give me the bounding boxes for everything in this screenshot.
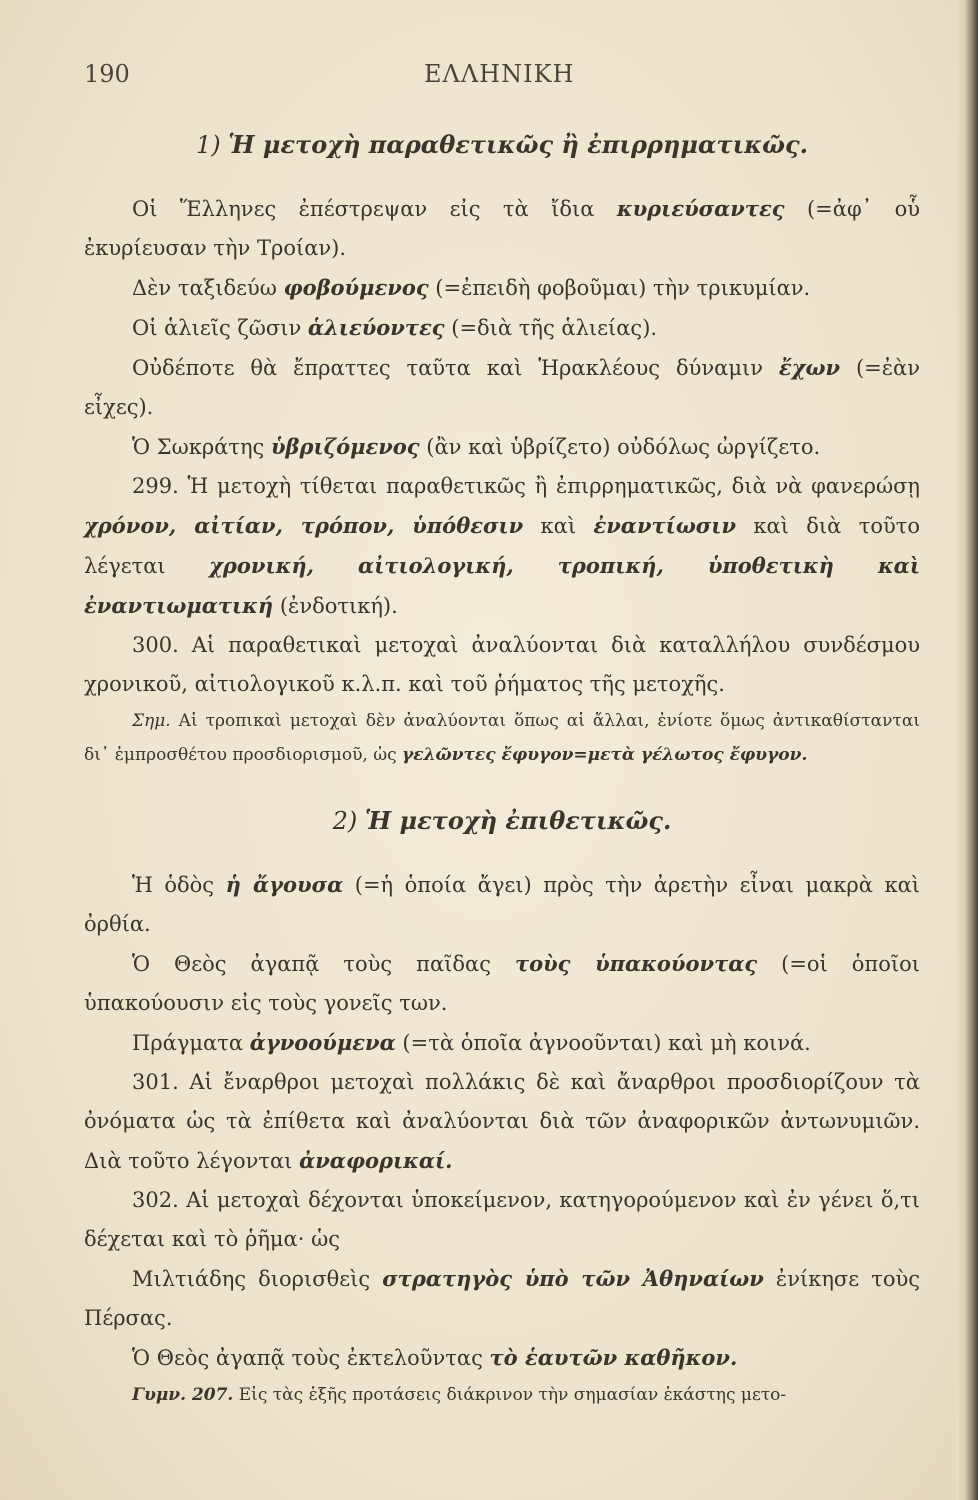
example-1: Οἱ Ἕλληνες ἐπέστρεψαν εἰς τὰ ἴδια κυριεύσαντες (=ἀφ᾿ οὗ ἐκυρίευσαν τὴν Τροίαν). xyxy=(84,196,920,260)
example-8: Πράγματα ἀγνοούμενα (=τὰ ὁποῖα ἀγνοοῦνται) καὶ μὴ κοινά. xyxy=(132,1030,811,1055)
example-5: Ὁ Σωκράτης ὑβριζόμενος (ἂν καὶ ὑβρίζετο) οὐδόλως ὠργίζετο. xyxy=(132,434,821,459)
example-4: Οὐδέποτε θὰ ἔπραττες ταῦτα καὶ Ἡρακλέους δύναμιν ἔχων (=ἐὰν εἶχες). xyxy=(84,355,920,419)
paragraph-300: 300. Αἱ παραθετικαὶ μετοχαὶ ἀναλύονται διὰ καταλλήλου συνδέσμου χρονικοῦ, αἰτιολογικοῦ κ.λ.π. καὶ τοῦ ῥήματος τῆς μετοχῆς. xyxy=(84,633,920,696)
page-number: 190 xyxy=(84,60,130,88)
paragraph-301: 301. Αἱ ἔναρθροι μετοχαὶ πολλάκις δὲ καὶ ἄναρθροι προσδιορίζουν τὰ ὀνόματα ὡς τὰ ἐπίθετα καὶ ἀναλύονται διὰ τῶν ἀναφορικῶν ἀντωνυμιῶν. Διὰ τοῦτο λέγονται ἀναφορικαί. xyxy=(84,1070,920,1173)
example-6: Ἡ ὁδὸς ἡ ἄγουσα (=ἡ ὁποία ἄγει) πρὸς τὴν ἀρετὴν εἶναι μακρὰ καὶ ὀρθία. xyxy=(84,872,920,936)
example-3: Οἱ ἁλιεῖς ζῶσιν ἁλιεύοντες (=διὰ τῆς ἁλιείας). xyxy=(132,315,658,340)
section-heading-2: 2) Ἡ μετοχὴ ἐπιθετικῶς. xyxy=(332,806,672,835)
example-10: Ὁ Θεὸς ἀγαπᾷ τοὺς ἐκτελοῦντας τὸ ἑαυτῶν καθῆκον. xyxy=(132,1345,738,1370)
section-heading-1: 1) Ἡ μετοχὴ παραθετικῶς ἢ ἐπιρρηματικῶς. xyxy=(196,130,808,159)
example-9: Μιλτιάδης διορισθεὶς στρατηγὸς ὑπὸ τῶν Ἀθηναίων ἐνίκησε τοὺς Πέρσας. xyxy=(84,1266,920,1330)
example-2: Δὲν ταξιδεύω φοβούμενος (=ἐπειδὴ φοβοῦμαι) τὴν τρικυμίαν. xyxy=(132,275,811,300)
running-header xyxy=(84,56,920,96)
paragraph-302: 302. Αἱ μετοχαὶ δέχονται ὑποκείμενον, κατηγορούμενον καὶ ἐν γένει ὅ,τι δέχεται καὶ τὸ ῥῆμα· ὡς xyxy=(84,1188,920,1251)
paragraph-299: 299. Ἡ μετοχὴ τίθεται παραθετικῶς ἢ ἐπιρρηματικῶς, διὰ νὰ φανερώσῃ χρόνον, αἰτίαν, τρόπον, ὑπόθεσιν καὶ ἐναντίωσιν καὶ διὰ τοῦτο λέγεται χρονική, αἰτιολογική, τροπική, ὑποθετικὴ καὶ ἐναντιωματική (ἐνδοτική). xyxy=(84,474,921,618)
exercise-207: Γυμν. 207. Εἰς τὰς ἑξῆς προτάσεις διάκρινον τὴν σημασίαν ἑκάστης μετο- xyxy=(132,1385,787,1405)
note: Σημ. Αἱ τροπικαὶ μετοχαὶ δὲν ἀναλύονται ὅπως αἱ ἄλλαι, ἐνίοτε ὅμως ἀντικαθίστανται δι᾿ ἐμπροσθέτου προσδιορισμοῦ, ὡς γελῶντες ἔφυγον=μετὰ γέλωτος ἔφυγον. xyxy=(84,711,920,765)
page-edge-shadow xyxy=(956,0,978,1500)
example-7: Ὁ Θεὸς ἀγαπᾷ τοὺς παῖδας τοὺς ὑπακούοντας (=οἱ ὁποῖοι ὑπακούουσιν εἰς τοὺς γονεῖς των. xyxy=(84,951,920,1015)
running-title: ΕΛΛΗΝΙΚΗ xyxy=(424,60,575,88)
page-content xyxy=(84,56,920,1412)
